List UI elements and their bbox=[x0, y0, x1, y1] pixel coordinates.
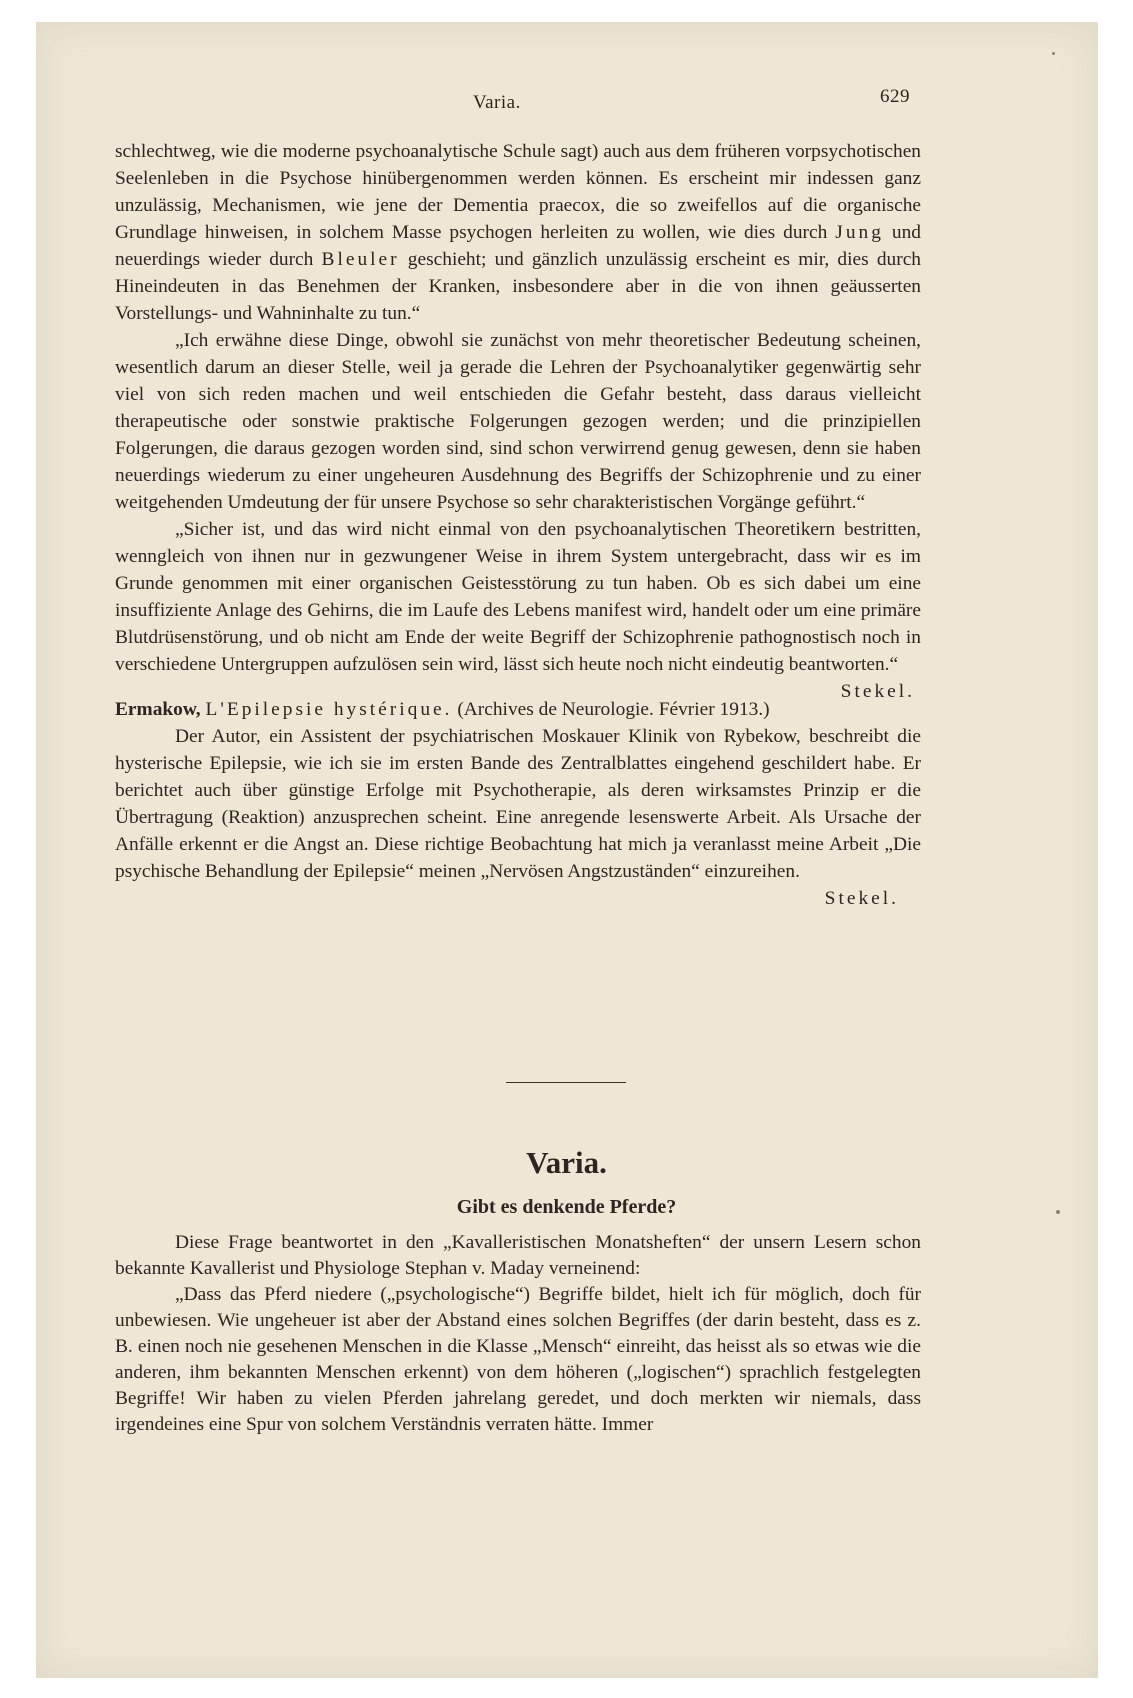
signature: Stekel. bbox=[824, 888, 899, 909]
article-heading: Gibt es denkende Pferde? bbox=[456, 1196, 677, 1218]
page-number: 629 bbox=[880, 86, 910, 107]
review-source: (Archives de Neurologie. Février 1913.) bbox=[452, 699, 770, 720]
review-text: Der Autor, ein Assistent der psychiatrischen Moskauer Klinik von Rybekow, beschreibt die hysterische Epilepsie, wie ich sie im ersten Bande des Zentralblattes eingehend geschildert habe. Er berichtet auch über günstige Erfolge mit Psychotherapie, als deren wirksamstes Prinzip er die Übertragung (Reaktion) anzusprechen scheint. Eine anregende lesenswerte Arbeit. Als Ursache der Anfälle erkennt er die Angst an. Diese richtige Beobachtung hat mich ja veranlasst meine Arbeit „Die psychische Behandlung der Epilepsie“ meinen „Nervösen Angstzuständen“ einzureihen. bbox=[115, 726, 921, 882]
main-text bbox=[115, 138, 921, 912]
name-jung: Jung bbox=[835, 222, 884, 243]
review-title: L'Epilepsie hystérique. bbox=[205, 699, 453, 720]
name-bleuler: Bleuler bbox=[321, 249, 400, 270]
review-author: Ermakow, bbox=[115, 699, 201, 720]
section-divider bbox=[506, 1082, 626, 1083]
paragraph: „Sicher ist, und das wird nicht einmal von den psychoanalytischen Theoretikern bestritten, wenngleich von ihnen nur in gezwungener Weise in ihrem System untergebracht, dass wir es im Grunde genommen mit einer organischen Geistesstörung zu tun haben. Ob es sich dabei um eine insuffiziente Anlage des Gehirns, die im Laufe des Lebens manifest wird, handelt oder um eine primäre Blutdrüsenstörung, und ob nicht am Ende der weite Begriff der Schizophrenie pathognostisch noch in verschiedene Untergruppen aufzulösen sein wird, lässt sich heute noch nicht eindeutig beantworten.“ Stekel. bbox=[115, 516, 921, 678]
article-text bbox=[115, 1230, 921, 1438]
section-heading: Varia. bbox=[526, 1145, 607, 1180]
paragraph: „Dass das Pferd niedere („psychologische“) Begriffe bildet, hielt ich für möglich, doch für unbewiesen. Wie ungeheuer ist aber der Abstand eines solchen Begriffes (der darin besteht, dass es z. B. einen noch nie gesehenen Menschen in die Klasse „Mensch“ einreiht, das heisst als so etwas wie die anderen, ihm bekannten Menschen erkennt) von dem höheren („logischen“) sprachlich festgelegten Begriffe! Wir haben zu vielen Pferden jahrelang geredet, und doch merkten wir niemals, dass irgendeines eine Spur von solchem Verständnis verraten hätte. Immer bbox=[115, 1284, 921, 1435]
signature: Stekel. bbox=[840, 681, 915, 702]
speck bbox=[1052, 52, 1055, 55]
speck bbox=[1056, 1210, 1060, 1214]
paragraph: schlechtweg, wie die moderne psychoanalytische Schule sagt) auch aus dem früheren vorpsychotischen Seelenleben in die Psychose hinübergenommen werden können. Es erscheint mir indessen ganz unzulässig, Mechanismen, wie jene der Dementia praecox, die so zweifellos auf die organische Grundlage hinweisen, in solchem Masse psychogen herleiten zu wollen, wie dies durch Jung und neuerdings wieder durch Bleuler geschieht; und gänzlich unzulässig erscheint es mir, dies durch Hineindeuten in das Benehmen der Kranken, insbesondere aber in die von ihnen geäusserten Vorstellungs- und Wahninhalte zu tun.“ bbox=[115, 141, 921, 324]
paragraph: „Ich erwähne diese Dinge, obwohl sie zunächst von mehr theoretischer Bedeutung scheinen, wesentlich darum an dieser Stelle, weil ja gerade die Lehren der Psychoanalytiker gegenwärtig sehr viel von sich reden machen und weil entschieden die Gefahr besteht, dass daraus vielleicht therapeutische oder sonstwie praktische Folgerungen gezogen werden; und die prinzipiellen Folgerungen, die daraus gezogen worden sind, sind schon verwirrend genug gewesen, denn sie haben neuerdings wiederum zu einer ungeheuren Ausdehnung des Begriffs der Schizophrenie und zu einer weitgehenden Umdeutung der für unsere Psychose so sehr charakteristischen Vorgänge geführt.“ bbox=[115, 330, 921, 513]
running-title: Varia. bbox=[473, 92, 521, 113]
paragraph: Diese Frage beantwortet in den „Kavalleristischen Monatsheften“ der unsern Lesern schon bekannte Kavallerist und Physiologe Stephan v. Maday verneinend: bbox=[115, 1232, 921, 1279]
